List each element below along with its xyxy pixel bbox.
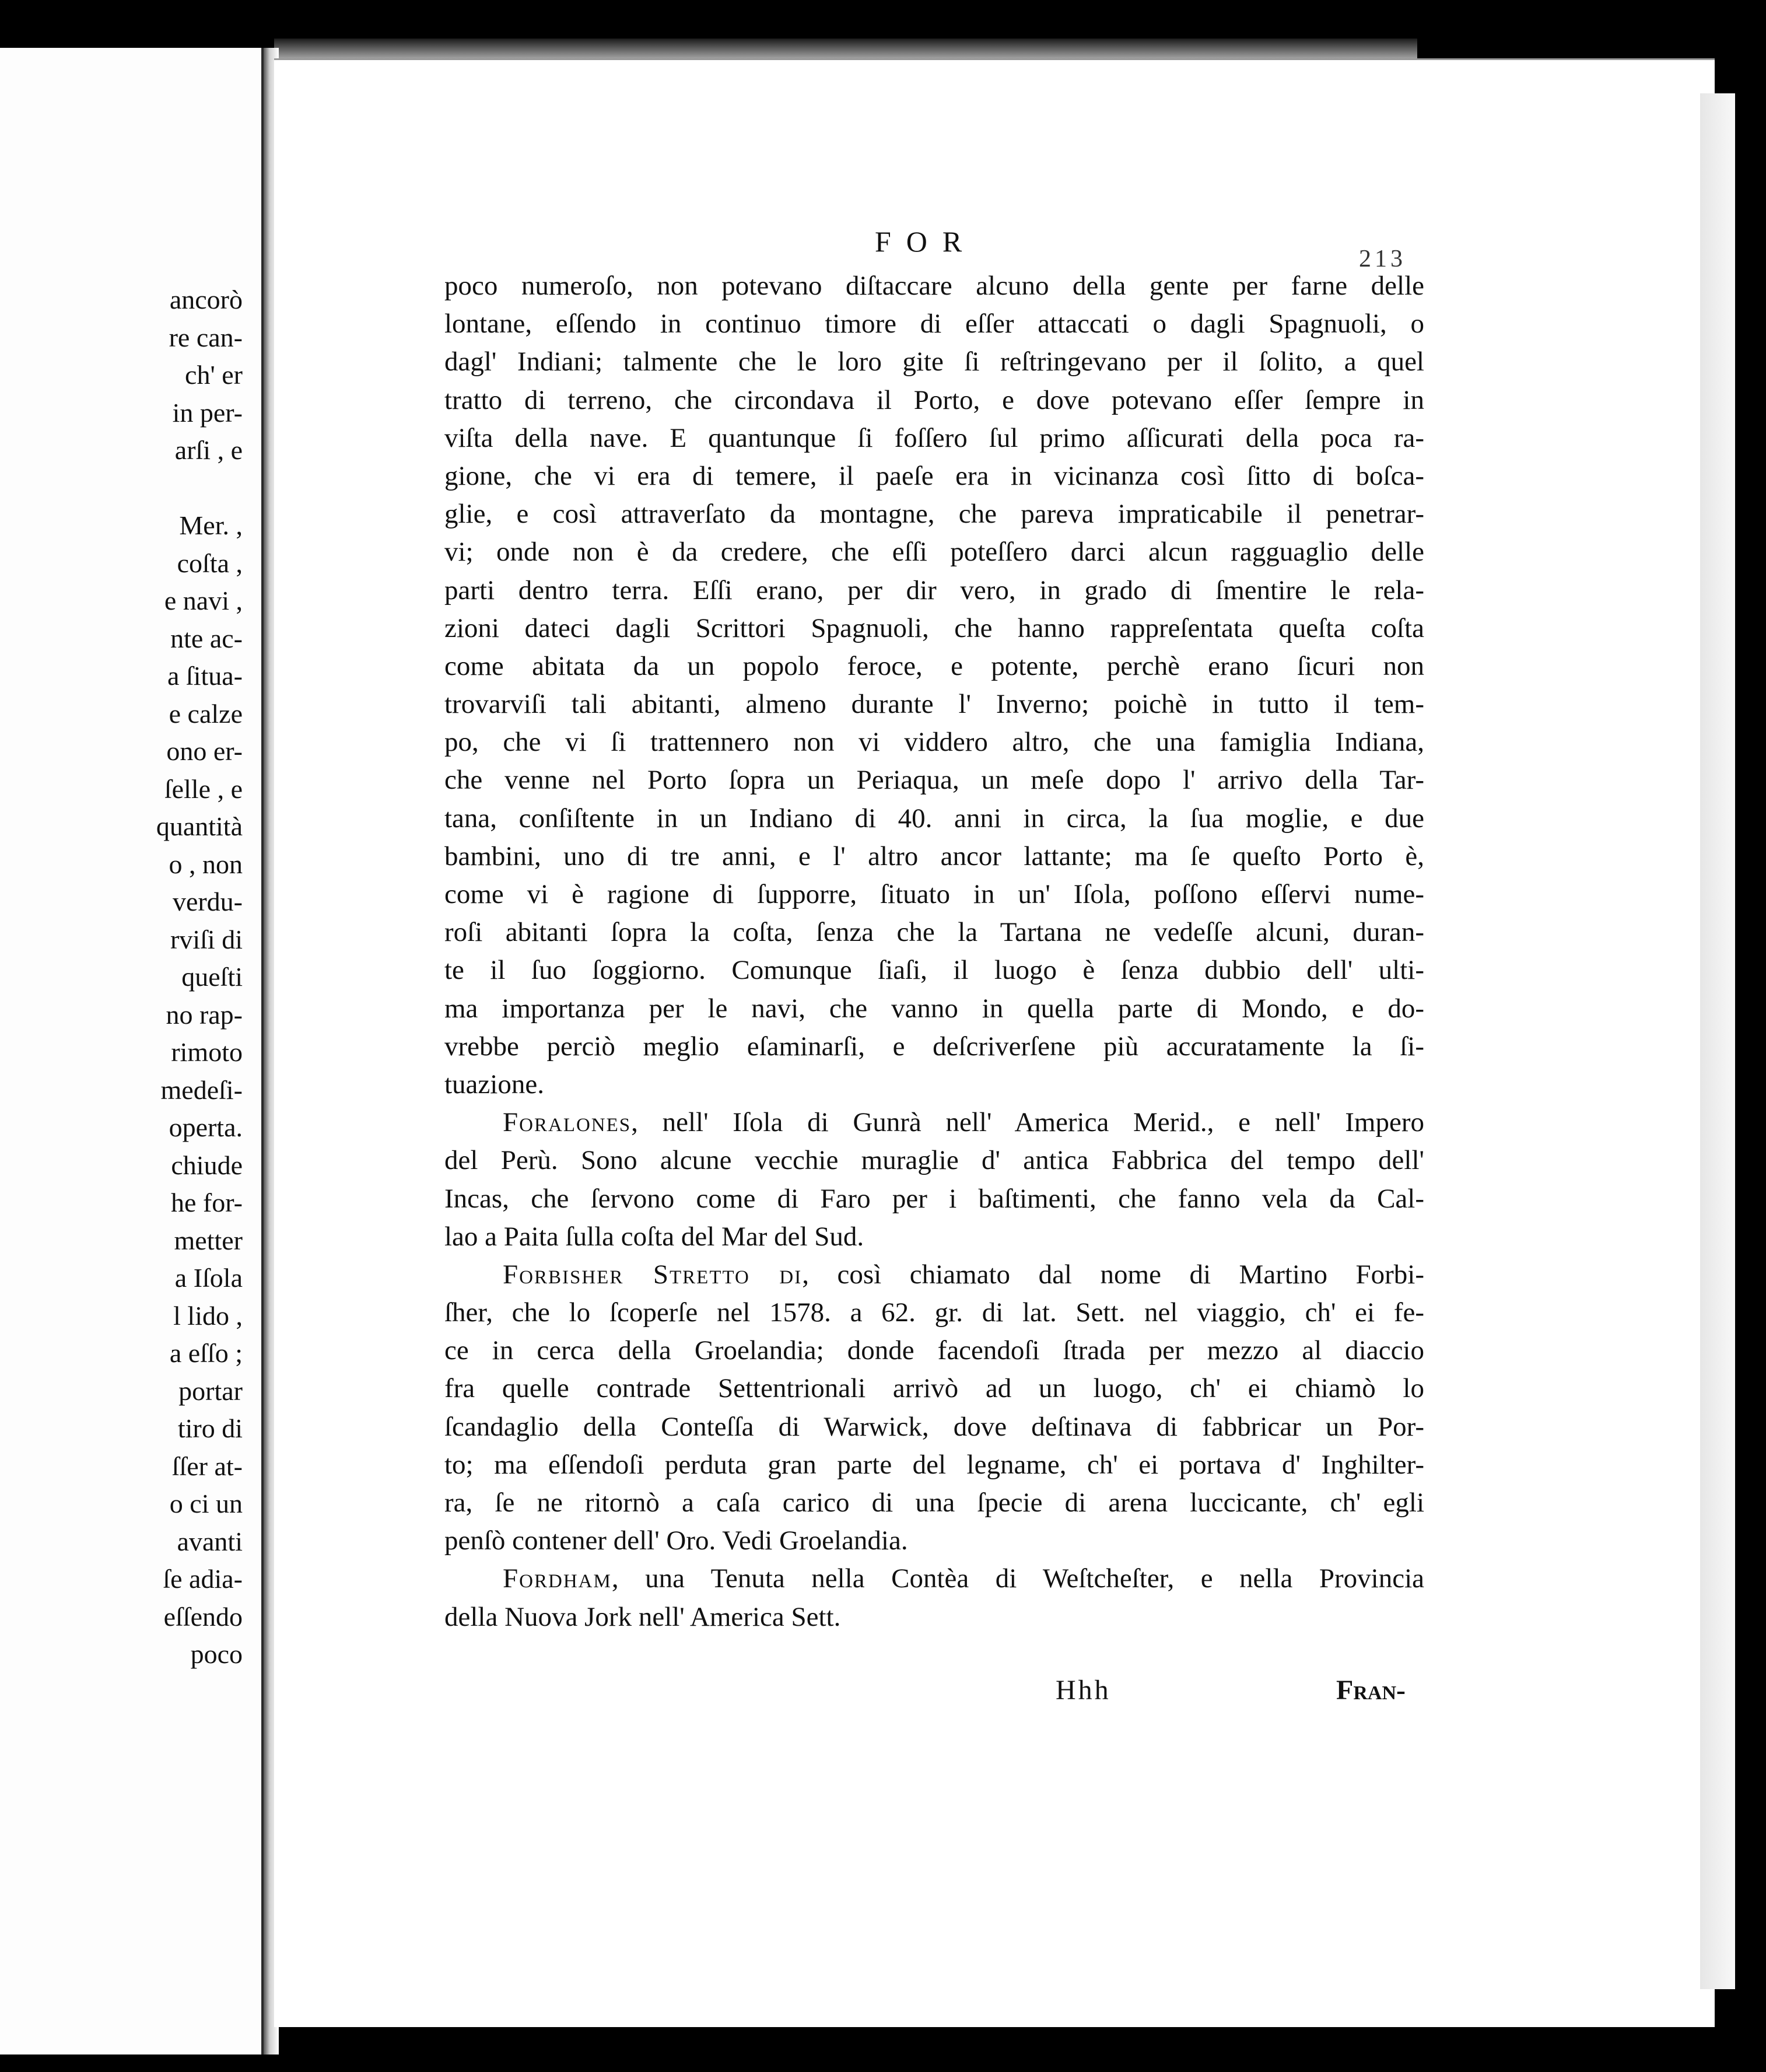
text-line: tratto di terreno, che circondava il Porto, e dove potevano eſſer ſempre in [444, 384, 1424, 415]
left-page-line: a ſitua- [167, 661, 243, 691]
left-page [0, 48, 265, 2054]
left-page-line: ancorò [169, 285, 243, 314]
left-page-line: rviſi di [170, 924, 243, 954]
text-line: viſta della nave. E quantunque ſi foſſero ſul primo aſſicurati della poca ra- [444, 422, 1424, 453]
text-line: glie, e così attraverſato da montagne, che pareva impraticabile il penetrar- [444, 499, 1424, 530]
left-page-line: poco [190, 1639, 243, 1669]
left-page-line: he for- [171, 1188, 243, 1217]
left-page-line: ſelle , e [164, 774, 243, 804]
left-page-line: e calze [169, 698, 243, 729]
page-edge [1700, 93, 1735, 1989]
left-page-line: in per- [172, 397, 243, 428]
left-page-line: ſſer at- [171, 1451, 243, 1481]
left-page-line: portar [178, 1376, 243, 1406]
entry-headword: Forbisher Stretto di [503, 1259, 803, 1290]
left-page-line: tiro di [177, 1413, 243, 1443]
left-page-line: Mer. , [179, 510, 243, 540]
left-page-line: eſſendo [163, 1601, 243, 1632]
left-page-line: rimoto [171, 1037, 243, 1067]
dictionary-entry [444, 1256, 1424, 1560]
text-line: dagl' Indiani; talmente che le loro gite ſi reſtringevano per il ſolito, a quel [444, 346, 1424, 377]
left-page-line: l lido , [173, 1300, 243, 1331]
text-line: zioni dateci dagli Scrittori Spagnuoli, che hanno rappreſentata queſta coſta [444, 612, 1424, 643]
text-line: gione, che vi era di temere, il paeſe era in vicinanza così ſitto di boſca- [444, 460, 1424, 491]
entry-line: della Nuova Jork nell' America Sett. [444, 1601, 841, 1632]
dictionary-entry [444, 1104, 1424, 1256]
text-line: roſi abitanti ſopra la coſta, ſenza che la Tartana ne vedeſſe alcuni, duran- [444, 917, 1424, 948]
text-line: bambini, uno di tre anni, e l' altro ancor lattante; ma ſe queſto Porto è, [444, 841, 1424, 872]
entry-headword: Fordham [503, 1563, 612, 1594]
page-number: 213 [1359, 246, 1406, 272]
entry-line: ſcandaglio della Conteſſa di Warwick, dove deſtinava di fabbricar un Por- [444, 1411, 1424, 1442]
catchword: Fran- [1336, 1675, 1406, 1706]
text-line: ma importanza per le navi, che vanno in quella parte di Mondo, e do- [444, 993, 1424, 1024]
entry-text: , così chiamato dal nome di Martino Forbi- [802, 1259, 1425, 1290]
entry-line: to; ma eſſendoſi perduta gran parte del legname, ch' ei portava d' Inghilter- [444, 1449, 1424, 1480]
entry-text: , nell' Iſola di Gunrà nell' America Merid., e nell' Impero [631, 1107, 1424, 1138]
text-line: vrebbe perciò meglio eſaminarſi, e deſcriverſene più accuratamente la ſi- [444, 1031, 1424, 1062]
entry-line: penſò contener dell' Oro. Vedi Groelandia. [444, 1525, 908, 1556]
entry-line: ſher, che lo ſcoperſe nel 1578. a 62. gr. di lat. Sett. nel viaggio, ch' ei fe- [444, 1297, 1424, 1328]
signature-mark: Hhh [1056, 1675, 1111, 1706]
left-page-line: ſe adia- [163, 1564, 243, 1594]
text-line: come abitata da un popolo feroce, e potente, perchè erano ſicuri non [444, 650, 1424, 681]
text-line: poco numeroſo, non potevano diſtaccare alcuno della gente per farne delle [444, 271, 1424, 301]
text-line: parti dentro terra. Eſſi erano, per dir vero, in grado di ſmentire le rela- [444, 575, 1424, 606]
entry-line [444, 1560, 1424, 1598]
text-line: vi; onde non è da credere, che eſſi poteſſero darci alcun ragguaglio delle [444, 537, 1424, 568]
entry-headword: Foralones [503, 1107, 632, 1138]
dictionary-entries [444, 1104, 1424, 1636]
text-line: tana, conſiſtente in un Indiano di 40. anni in circa, la ſua moglie, e due [444, 803, 1424, 834]
entry-line: lao a Paita ſulla coſta del Mar del Sud. [444, 1221, 864, 1252]
left-page-line: a eſſo ; [169, 1338, 243, 1368]
dictionary-entry [444, 1560, 1424, 1636]
left-page-line: re can- [169, 322, 243, 352]
left-page-line: ono er- [166, 736, 243, 766]
left-page-line: no rap- [166, 999, 243, 1030]
entry-line [444, 1104, 1424, 1142]
text-line: po, che vi ſi trattennero non vi viddero altro, che una famiglia Indiana, [444, 727, 1424, 758]
body-text [444, 267, 1424, 1636]
left-page-line: coſta , [177, 548, 243, 578]
running-head: FOR [875, 225, 977, 258]
left-page-text [0, 281, 257, 1674]
left-page-line: arſi , e [174, 435, 243, 465]
left-page-line: a Iſola [174, 1263, 243, 1293]
text-line: lontane, eſſendo in continuo timore di eſſer attaccati o dagli Spagnuoli, o [444, 309, 1424, 340]
left-page-line: operta. [169, 1112, 243, 1142]
text-line: tuazione. [444, 1069, 544, 1100]
left-page-line: verdu- [172, 887, 243, 916]
entry-text: , una Tenuta nella Contèa di Weſtcheſter, e nella Provincia [611, 1563, 1424, 1594]
left-page-line: o ci un [169, 1489, 243, 1518]
left-page-line: avanti [177, 1526, 243, 1556]
entry-line: fra quelle contrade Settentrionali arrivò ad un luogo, ch' ei chiamò lo [444, 1373, 1424, 1404]
paragraph-continuation [444, 267, 1424, 1104]
left-page-line: queſti [181, 962, 243, 992]
left-page-line: quantità [156, 811, 243, 841]
entry-line: Incas, che ſervono come di Faro per i baſtimenti, che fanno vela da Cal- [444, 1183, 1424, 1214]
left-page-line [0, 470, 257, 508]
entry-line: del Perù. Sono alcune vecchie muraglie d' antica Fabbrica del tempo dell' [444, 1145, 1424, 1176]
text-line: te il ſuo ſoggiorno. Comunque ſiaſi, il luogo è ſenza dubbio dell' ulti- [444, 955, 1424, 986]
entry-line: ce in cerca della Groelandia; donde facendoſi ſtrada per mezzo al diaccio [444, 1335, 1424, 1366]
left-page-line: o , non [169, 849, 243, 879]
left-page-line: nte ac- [170, 623, 243, 653]
left-page-line: e navi , [164, 586, 243, 615]
text-line: come vi è ragione di ſupporre, ſituato in un' Iſola, poſſono eſſervi nume- [444, 879, 1424, 909]
text-line: trovarviſi tali abitanti, almeno durante l' Inverno; poichè in tutto il tem- [444, 689, 1424, 720]
left-page-line: ch' er [185, 360, 243, 390]
entry-line [444, 1256, 1424, 1294]
left-page-line: chiude [171, 1150, 243, 1180]
left-page-line: metter [174, 1225, 243, 1255]
text-line: che venne nel Porto ſopra un Periaqua, un meſe dopo l' arrivo della Tar- [444, 765, 1424, 796]
entry-line: ra, ſe ne ritornò a caſa carico di una ſpecie di arena luccicante, ch' egli [444, 1488, 1424, 1518]
left-page-line: medeſi- [160, 1074, 243, 1105]
